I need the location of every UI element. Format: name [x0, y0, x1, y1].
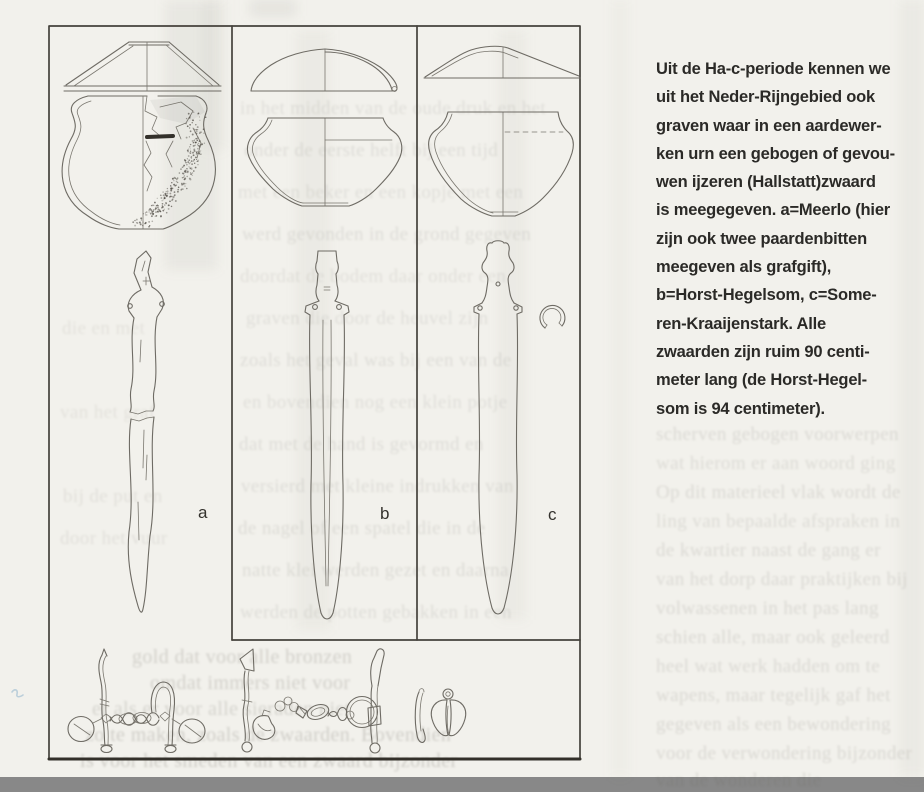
- bleedthrough-line: dat met de hand is gevormd en: [239, 434, 484, 455]
- figure-label-a: a: [198, 503, 208, 522]
- horse-bit-drawing: [68, 649, 205, 753]
- bleedthrough-line: voor de verwondering bijzonder: [656, 743, 913, 764]
- caption-line: ken urn een gebogen of gevou-: [656, 144, 895, 163]
- bleedthrough-line: van het graf: [60, 402, 156, 423]
- lid-a-drawing: [64, 42, 221, 91]
- bleedthrough-line: van de wonderen die: [656, 770, 822, 791]
- caption-line: ren-Kraaijenstark. Alle: [656, 314, 826, 333]
- bleedthrough-line: schien alle, maar ook geleerd: [656, 627, 890, 648]
- caption-line: som is 94 centimeter).: [656, 399, 825, 418]
- lid-c-drawing: [424, 46, 580, 78]
- horse-bit-parts-drawing: [240, 649, 466, 753]
- urn-b-drawing: [247, 118, 401, 206]
- caption-line: meegeven als grafgift),: [656, 258, 832, 277]
- figure-frame: [49, 26, 580, 759]
- bleedthrough-line: graven die door de heuvel zijn: [246, 308, 489, 329]
- sword-b-drawing: [305, 251, 349, 619]
- urn-c-drawing: [429, 112, 574, 216]
- caption-line: zijn ook twee paardenbitten: [656, 229, 867, 248]
- figure-label-b: b: [380, 504, 390, 523]
- bleedthrough-line: omdat immers niet voor: [150, 672, 351, 694]
- margin-pen-mark: [12, 690, 23, 697]
- bleedthrough-line: werden de potten gebakken in een: [240, 602, 512, 623]
- caption-line: meter lang (de Horst-Hegel-: [656, 371, 867, 390]
- bleedthrough-line: wapens, maar tegelijk gaf het: [656, 685, 891, 706]
- sword-a-drawing: [128, 251, 165, 612]
- figure-label-c: c: [548, 505, 557, 524]
- bleedthrough-line: scherven gebogen voorwerpen: [656, 424, 899, 445]
- bleedthrough-line: versierd met kleine indrukken van: [241, 476, 514, 497]
- bleedthrough-line: en bovendien nog een klein potje: [243, 392, 508, 413]
- bleedthrough-line: werd gevonden in de grond gegeven: [242, 224, 532, 245]
- caption-line: graven waar in een aardewer-: [656, 116, 882, 135]
- caption: [656, 55, 922, 423]
- bleedthrough-line: is voor het smeden van een zwaard bijzonder: [80, 750, 458, 772]
- caption-line: is meegegeven. a=Meerlo (hier: [656, 201, 891, 220]
- bleedthrough-line: Op dit materieel vlak wordt de: [656, 482, 901, 503]
- bleedthrough-line: gegeven als een bewondering: [656, 714, 892, 735]
- bleedthrough-line: ling van bepaalde afspraken in: [656, 511, 901, 532]
- lid-b-drawing: [251, 49, 397, 92]
- bleedthrough-line: de kwartier naast de gang er: [656, 540, 881, 561]
- caption-line: Uit de Ha-c-periode kennen we: [656, 60, 891, 78]
- bleedthrough-line: volwassenen in het pas lang: [656, 598, 879, 619]
- bleedthrough-line: met een beker en een kopje met een: [238, 182, 524, 203]
- bleedthrough-line: bij de put en: [63, 486, 163, 507]
- bronze-ring-drawing: [540, 305, 565, 328]
- sword-c-drawing: [474, 241, 522, 614]
- bleedthrough-line: die en met: [62, 318, 146, 339]
- bleedthrough-line: van het dorp daar praktijken bij: [656, 569, 908, 590]
- bleedthrough-line: heel wat werk hadden om te: [656, 656, 881, 677]
- bleedthrough-line: er als er voor alle sieraden niet: [92, 698, 351, 720]
- bleedthrough-line: in het midden van de oude druk en het: [240, 98, 547, 119]
- bleedthrough-line: gold dat voor alle bronzen: [132, 646, 353, 668]
- bleedthrough-line: door het vuur: [60, 528, 168, 549]
- urn-a-stipple-shading: [132, 111, 206, 227]
- caption-line: b=Horst-Hegelsom, c=Some-: [656, 286, 877, 305]
- caption-line: wen ijzeren (Hallstatt)zwaard: [656, 173, 876, 192]
- urn-a-drawing: [62, 96, 215, 229]
- bleedthrough-line: zo te maken, zoals de zwaarden. Bovendien: [85, 724, 452, 746]
- bleedthrough-line: zoals het geval was bij een van de: [240, 350, 512, 371]
- bleedthrough-line: doordat de bodem daar onder een: [240, 266, 507, 287]
- bleedthrough-line: de nagel of een spatel die in de: [238, 518, 486, 539]
- bleedthrough-line: wat hierom er aan woord ging: [656, 453, 896, 474]
- bleedthrough-line: onder de eerste helft bij een tijd: [244, 140, 499, 161]
- caption-line: zwaarden zijn ruim 90 centi-: [656, 342, 870, 361]
- caption-line: uit het Neder-Rijngebied ook: [656, 88, 875, 107]
- bleedthrough-line: natte klei werden gezet en daarna: [242, 560, 509, 581]
